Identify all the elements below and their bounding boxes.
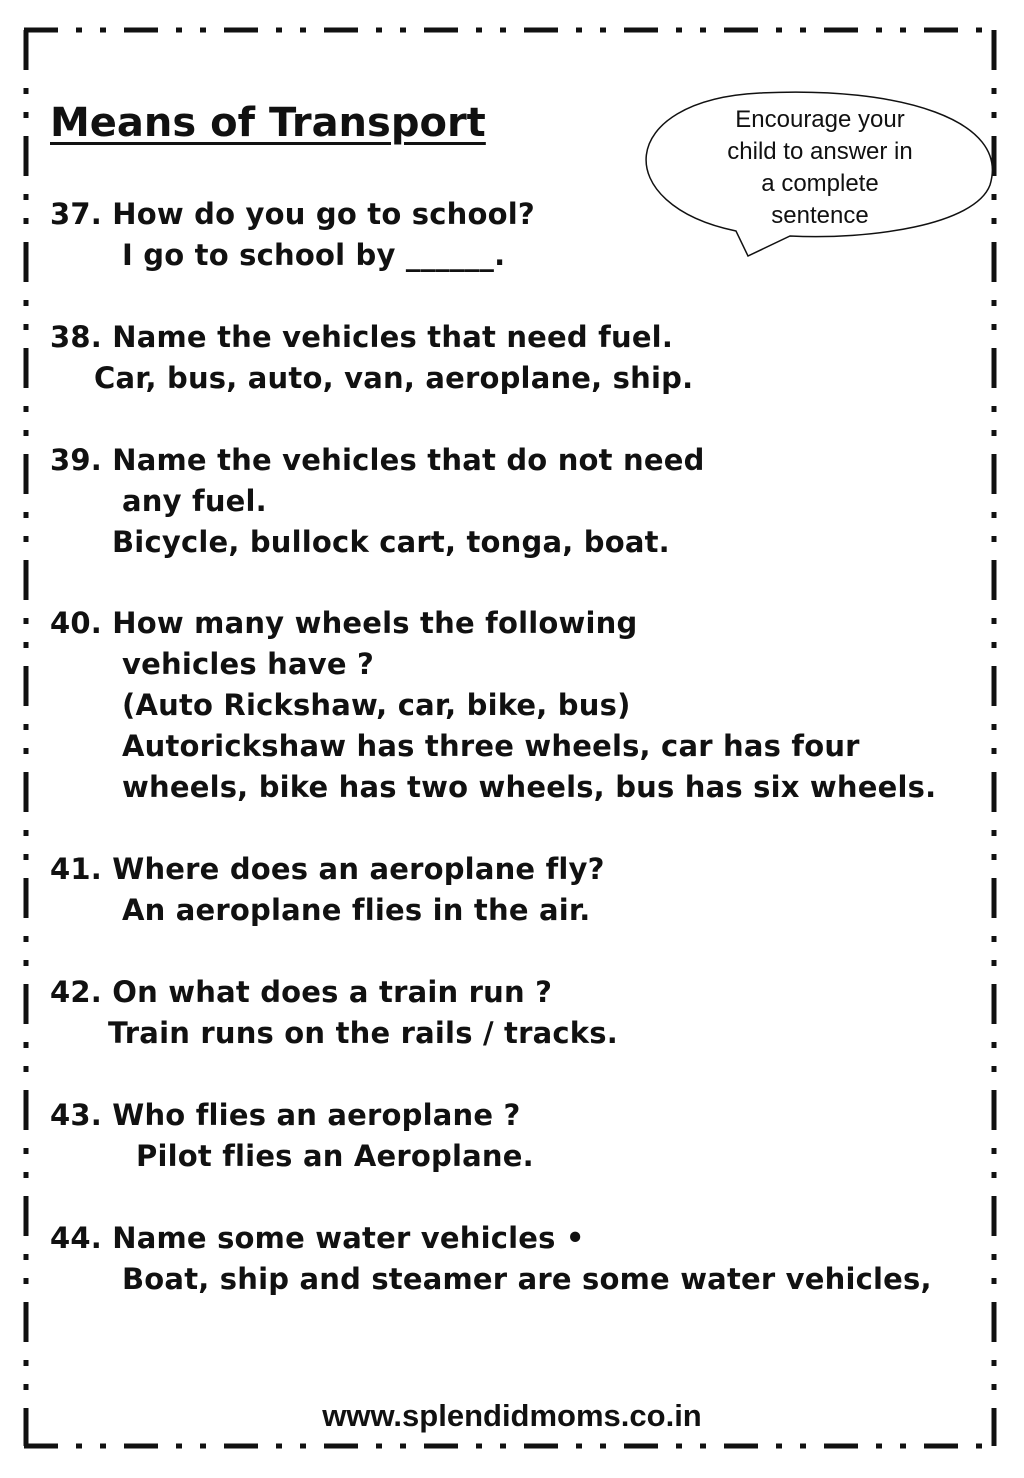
question-40 bbox=[50, 603, 936, 808]
question-38 bbox=[50, 317, 693, 399]
bubble-line: Encourage your bbox=[735, 106, 905, 133]
bubble-line: child to answer in bbox=[727, 138, 913, 165]
answer-text: Autorickshaw has three wheels, car has four bbox=[122, 729, 860, 763]
page-title: Means of Transport bbox=[50, 100, 486, 146]
question-text-continued: (Auto Rickshaw, car, bike, bus) bbox=[122, 688, 631, 722]
question-text-continued: any fuel. bbox=[122, 484, 267, 518]
question-44 bbox=[50, 1218, 932, 1300]
footer bbox=[0, 1398, 1024, 1434]
answer-text: Bicycle, bullock cart, tonga, boat. bbox=[112, 525, 670, 559]
answer-text: Pilot flies an Aeroplane. bbox=[136, 1139, 534, 1173]
question-37 bbox=[50, 194, 535, 276]
question-text: 38. Name the vehicles that need fuel. bbox=[50, 320, 674, 354]
question-text: 42. On what does a train run ? bbox=[50, 975, 553, 1009]
question-text: 41. Where does an aeroplane fly? bbox=[50, 852, 605, 886]
answer-text: An aeroplane flies in the air. bbox=[122, 893, 591, 927]
question-text: 43. Who flies an aeroplane ? bbox=[50, 1098, 521, 1132]
answer-text: Car, bus, auto, van, aeroplane, ship. bbox=[94, 361, 694, 395]
question-text: 44. Name some water vehicles • bbox=[50, 1221, 585, 1255]
answer-text: Train runs on the rails / tracks. bbox=[108, 1016, 618, 1050]
question-text: 40. How many wheels the following bbox=[50, 606, 638, 640]
question-43 bbox=[50, 1095, 534, 1177]
question-text: 37. How do you go to school? bbox=[50, 197, 535, 231]
footer-website-link[interactable]: www.splendidmoms.co.in bbox=[316, 1398, 708, 1433]
answer-text-continued: wheels, bike has two wheels, bus has six wheels. bbox=[122, 770, 937, 804]
question-text-continued: vehicles have ? bbox=[122, 647, 375, 681]
question-42 bbox=[50, 972, 618, 1054]
question-39 bbox=[50, 440, 705, 563]
question-text: 39. Name the vehicles that do not need bbox=[50, 443, 705, 477]
answer-text: I go to school by ______. bbox=[122, 238, 506, 272]
bubble-line: sentence bbox=[771, 202, 869, 229]
answer-text: Boat, ship and steamer are some water vehicles, bbox=[122, 1262, 932, 1296]
bubble-line: a complete bbox=[761, 170, 879, 197]
question-41 bbox=[50, 849, 605, 931]
speech-bubble-text bbox=[700, 104, 940, 232]
